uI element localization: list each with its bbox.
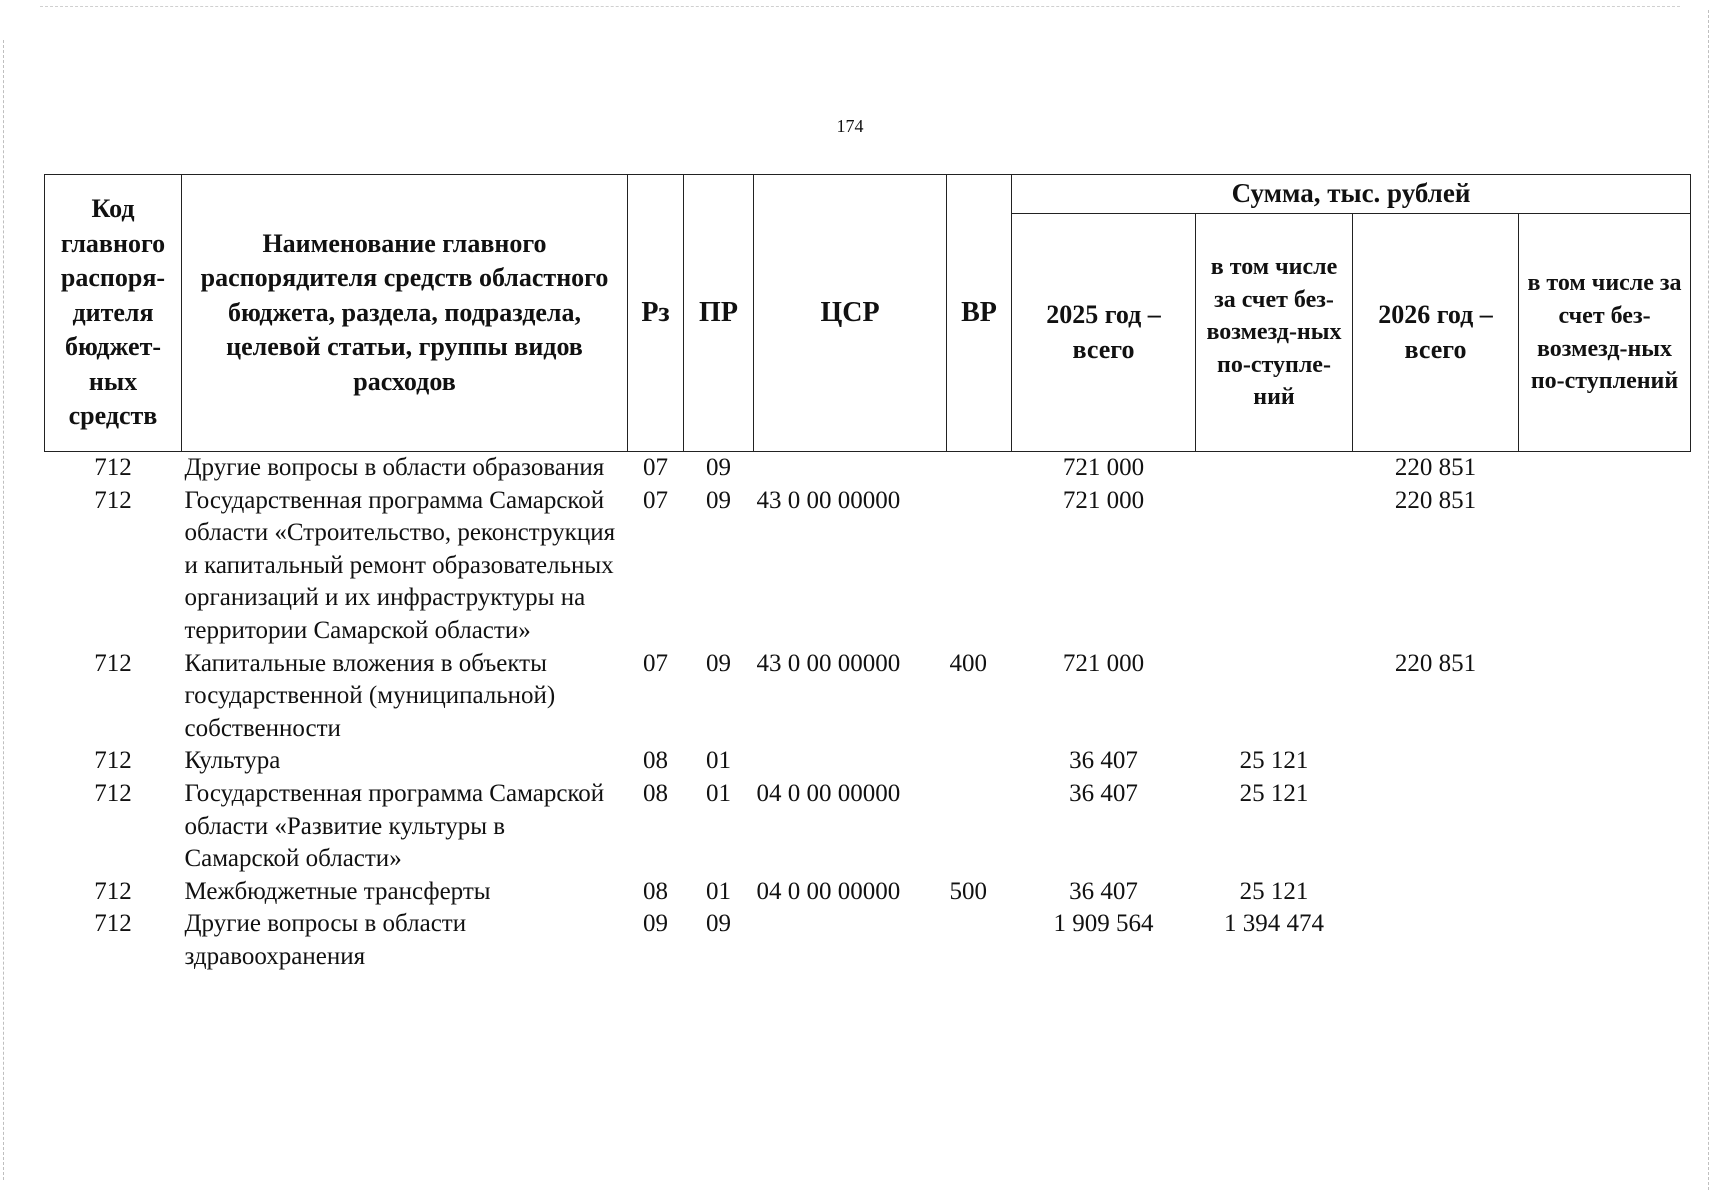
cell-csr: 43 0 00 00000: [756, 486, 901, 514]
cell-rz: 07: [643, 486, 668, 514]
table-row: [45, 908, 1691, 973]
cell-pr: 09: [706, 910, 731, 938]
cell-vr: [947, 485, 1012, 648]
cell-code: 712: [94, 910, 132, 938]
cell-2026-total: [1353, 778, 1519, 876]
cell-2025-gratis: 25 121: [1239, 779, 1309, 807]
cell-vr: [947, 778, 1012, 876]
cell-2026-total: [1353, 908, 1519, 973]
cell-2025-gratis: [1196, 485, 1353, 648]
header-rz: Рз: [628, 175, 684, 452]
cell-code: 712: [94, 747, 132, 775]
table-row: [45, 745, 1691, 778]
table-row: [45, 778, 1691, 876]
cell-2026-total: 220 851: [1394, 454, 1477, 481]
cell-csr: 04 0 00 00000: [756, 779, 901, 807]
cell-code: 712: [94, 877, 132, 905]
cell-code: 712: [94, 454, 132, 481]
cell-2026-gratis: [1519, 452, 1691, 485]
cell-name: Капитальные вложения в объекты государственной (муниципальной) собственности: [184, 649, 556, 742]
cell-csr: [754, 908, 947, 973]
cell-2026-gratis: [1519, 485, 1691, 648]
table-row: [45, 876, 1691, 909]
cell-2025-total: 721 000: [1062, 454, 1145, 481]
table-row: [45, 452, 1691, 485]
header-vr: ВР: [947, 175, 1012, 452]
header-2026-gratis: в том числе за счет без-возмезд-ных по-ступлений: [1519, 214, 1691, 452]
cell-2025-gratis: [1196, 648, 1353, 746]
cell-name: Другие вопросы в области образования: [184, 454, 605, 481]
cell-2025-total: 721 000: [1062, 649, 1145, 677]
cell-2025-total: 36 407: [1069, 877, 1138, 905]
cell-pr: 09: [706, 486, 731, 514]
header-2025-gratis: в том числе за счет без-возмезд-ных по-ступле-ний: [1196, 214, 1353, 452]
header-2026-total: 2026 год – всего: [1353, 214, 1519, 452]
cell-2025-total: 1 909 564: [1053, 910, 1154, 938]
header-pr: ПР: [684, 175, 754, 452]
cell-name: Другие вопросы в области здравоохранения: [184, 910, 467, 970]
cell-vr: 500: [949, 877, 987, 905]
table-body: [45, 452, 1691, 974]
table-row: [45, 485, 1691, 648]
cell-2026-total: [1353, 745, 1519, 778]
cell-vr: [947, 745, 1012, 778]
header-code: Код главного распоря-дителя бюджет-ных средств: [45, 175, 182, 452]
cell-2026-total: [1353, 876, 1519, 909]
cell-csr: [754, 452, 947, 485]
cell-rz: 08: [643, 747, 668, 775]
page-number: 174: [836, 116, 864, 136]
cell-2026-gratis: [1519, 745, 1691, 778]
cell-rz: 07: [643, 454, 668, 481]
cell-vr: 400: [949, 649, 987, 677]
cell-pr: 01: [706, 779, 731, 807]
cell-rz: 08: [643, 779, 668, 807]
scan-edge-top: [40, 6, 1680, 7]
cell-2025-gratis: 1 394 474: [1224, 910, 1324, 938]
cell-pr: 01: [706, 877, 731, 905]
table-header: [45, 175, 1691, 452]
header-sum: Сумма, тыс. рублей: [1012, 175, 1691, 214]
scan-edge-left: [3, 40, 4, 1180]
cell-name: Культура: [184, 747, 281, 775]
cell-2026-gratis: [1519, 876, 1691, 909]
cell-rz: 07: [643, 649, 668, 677]
cell-2025-total: 721 000: [1062, 486, 1145, 514]
cell-2025-gratis: [1196, 452, 1353, 485]
cell-rz: 09: [643, 910, 668, 938]
cell-2025-gratis: 25 121: [1239, 747, 1309, 775]
cell-2025-gratis: 25 121: [1239, 877, 1309, 905]
cell-rz: 08: [643, 877, 668, 905]
cell-csr: 43 0 00 00000: [756, 649, 901, 677]
table-row: [45, 648, 1691, 746]
budget-table: [44, 174, 1691, 974]
cell-name: Государственная программа Самарской области «Развитие культуры в Самарской области»: [184, 779, 605, 873]
cell-2026-gratis: [1519, 908, 1691, 973]
header-name: Наименование главного распорядителя средств областного бюджета, раздела, подраздела, целевой статьи, группы видов расходов: [182, 175, 628, 452]
cell-2026-total: 220 851: [1394, 649, 1477, 677]
cell-vr: [947, 452, 1012, 485]
cell-2026-gratis: [1519, 648, 1691, 746]
cell-code: 712: [94, 649, 132, 677]
cell-csr: [754, 745, 947, 778]
cell-vr: [947, 908, 1012, 973]
cell-name: Межбюджетные трансферты: [184, 877, 491, 905]
cell-2026-gratis: [1519, 778, 1691, 876]
cell-2026-total: 220 851: [1394, 486, 1477, 514]
cell-code: 712: [94, 486, 132, 514]
scan-edge-right: [1708, 10, 1709, 1190]
cell-2025-total: 36 407: [1069, 747, 1138, 775]
cell-pr: 09: [706, 649, 731, 677]
cell-2025-total: 36 407: [1069, 779, 1138, 807]
header-2025-total: 2025 год – всего: [1012, 214, 1196, 452]
cell-pr: 09: [706, 454, 731, 481]
header-csr: ЦСР: [754, 175, 947, 452]
cell-code: 712: [94, 779, 132, 807]
cell-pr: 01: [706, 747, 731, 775]
cell-name: Государственная программа Самарской области «Строительство, реконструкция и капитальный ремонт образовательных организаций и их инфраструктуры на территории Самарской области»: [184, 486, 616, 644]
cell-csr: 04 0 00 00000: [756, 877, 901, 905]
